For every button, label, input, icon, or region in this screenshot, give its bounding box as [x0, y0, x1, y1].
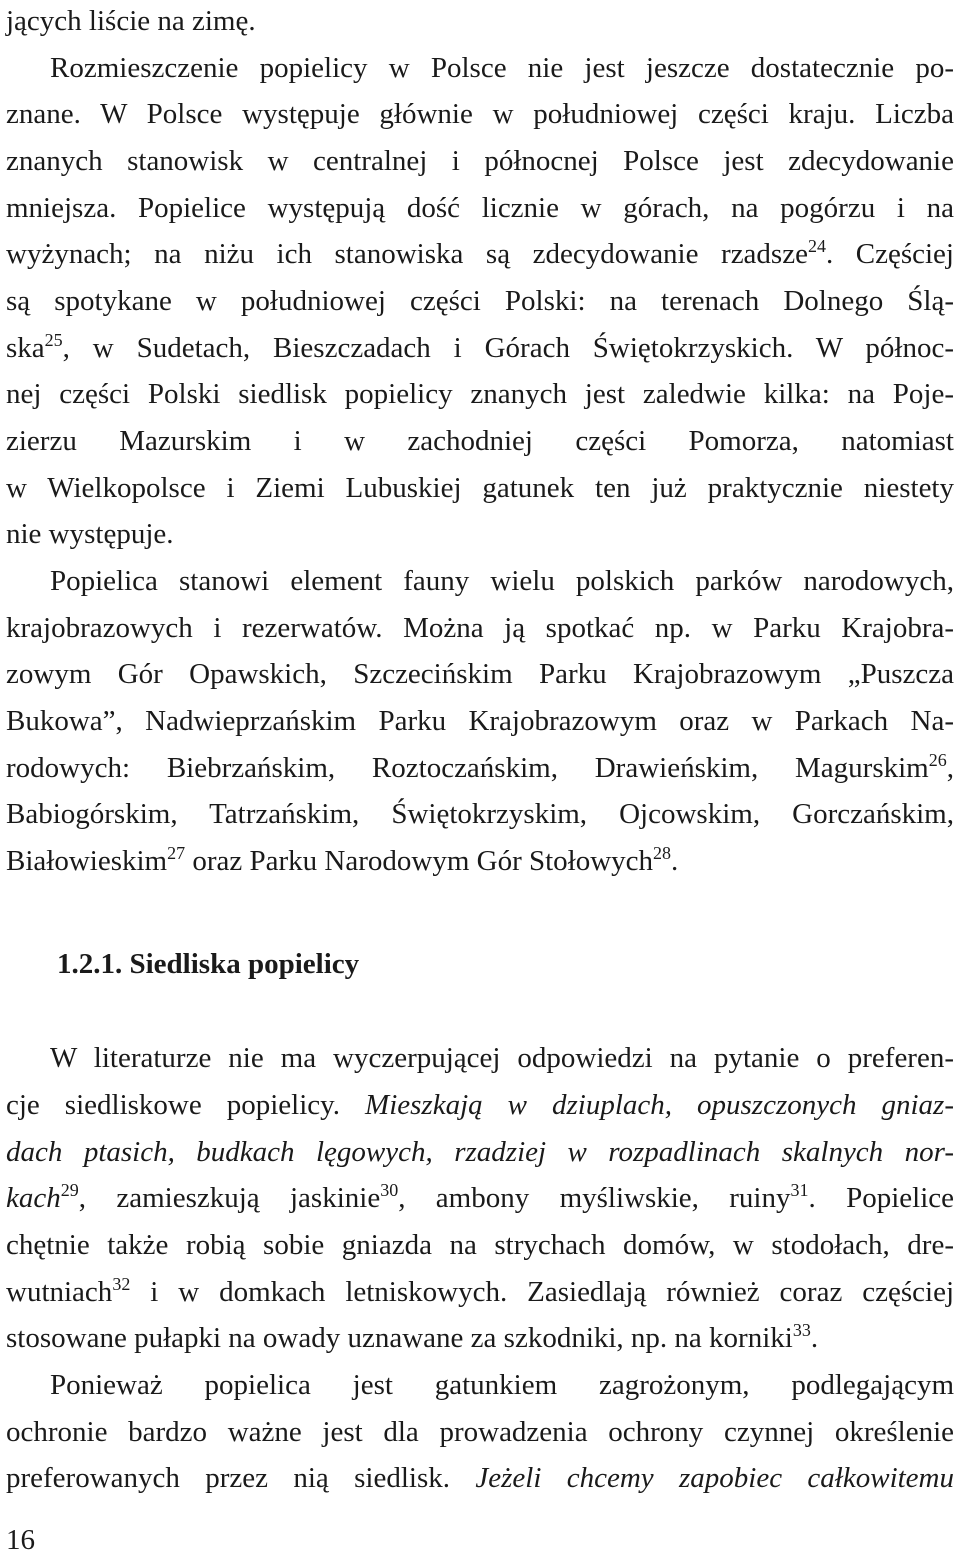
text-line: w Wielkopolsce i Ziemi Lubuskiej gatunek ten już praktycznie niestety [6, 472, 954, 504]
text-line: Ponieważ popielica jest gatunkiem zagrożonym, podlegającym [50, 1369, 954, 1401]
text-line: Popielica stanowi element fauny wielu polskich parków narodowych, [50, 565, 954, 597]
footnote-ref: 26 [928, 750, 947, 770]
text-line: kach$^{29}$, zamieszkują jaskinie$^{30}$, ambony myśliwskie, ruiny$^{31}$. Popielice [6, 1180, 954, 1214]
text-line: preferowanych przez nią siedlisk. Jeżeli chcemy zapobiec całkowitemu [6, 1462, 954, 1494]
footnote-ref: 24 [807, 236, 826, 256]
text-line: stosowane pułapki na owady uznawane za szkodniki, np. na korniki$^{33}$. [6, 1320, 819, 1354]
page-number: 16 [6, 1524, 35, 1556]
text-line: cje siedliskowe popielicy. Mieszkają w dziuplach, opuszczonych gniaz- [6, 1089, 955, 1121]
footnote-ref: 32 [112, 1274, 131, 1294]
footnote-ref: 28 [653, 843, 672, 863]
footnote-ref: 25 [44, 330, 63, 350]
text-line: Bukowa”, Nadwieprzańskim Parku Krajobrazowym oraz w Parkach Na- [6, 705, 954, 737]
footnote-ref: 31 [790, 1180, 809, 1200]
footnote-ref: 27 [167, 843, 186, 863]
text-line: zowym Gór Opawskich, Szczecińskim Parku Krajobrazowym „Puszcza [6, 658, 954, 690]
text-line: Babiogórskim, Tatrzańskim, Świętokrzyskim, Ojcowskim, Gorczańskim, [6, 798, 954, 830]
footnote-ref: 30 [380, 1180, 399, 1200]
text-line: wutniach$^{32}$ i w domkach letniskowych. Zasiedlają również coraz częściej [6, 1274, 954, 1308]
footnote-ref: 33 [792, 1320, 811, 1340]
text-line: rodowych: Biebrzańskim, Roztoczańskim, Drawieńskim, Magurskim$^{26}$, [6, 750, 954, 784]
section-heading: 1.2.1. Siedliska popielicy [57, 948, 360, 980]
text-line: Białowieskim$^{27}$ oraz Parku Narodowym Gór Stołowych$^{28}$. [6, 843, 679, 877]
text-line: jących liście na zimę. [6, 5, 256, 37]
text-line: ska$^{25}$, w Sudetach, Bieszczadach i Górach Świętokrzyskich. W północ- [6, 330, 954, 364]
text-line: znane. W Polsce występuje głównie w południowej części kraju. Liczba [6, 98, 954, 130]
footnote-ref: 29 [60, 1180, 79, 1200]
text-line: wyżynach; na niżu ich stanowiska są zdecydowanie rzadsze$^{24}$. Częściej [6, 236, 954, 270]
text-line: zierzu Mazurskim i w zachodniej części Pomorza, natomiast [6, 425, 954, 457]
text-line: krajobrazowych i rezerwatów. Można ją spotkać np. w Parku Krajobra- [6, 612, 954, 644]
text-line: mniejsza. Popielice występują dość licznie w górach, na pogórzu i na [6, 192, 954, 224]
text-line: chętnie także robią sobie gniazda na strychach domów, w stodołach, dre- [6, 1229, 954, 1261]
text-line: dach ptasich, budkach lęgowych, rzadziej w rozpadlinach skalnych nor- [6, 1136, 954, 1168]
text-line: ochronie bardzo ważne jest dla prowadzenia ochrony czynnej określenie [6, 1416, 954, 1448]
text-line: nie występuje. [6, 518, 174, 550]
text-line: znanych stanowisk w centralnej i północnej Polsce jest zdecydowanie [6, 145, 954, 177]
text-line: W literaturze nie ma wyczerpującej odpowiedzi na pytanie o preferen- [50, 1042, 954, 1074]
text-line: nej części Polski siedlisk popielicy znanych jest zaledwie kilka: na Poje- [6, 378, 954, 410]
text-line: są spotykane w południowej części Polski: na terenach Dolnego Ślą- [6, 285, 954, 317]
text-line: Rozmieszczenie popielicy w Polsce nie jest jeszcze dostatecznie po- [50, 52, 954, 84]
